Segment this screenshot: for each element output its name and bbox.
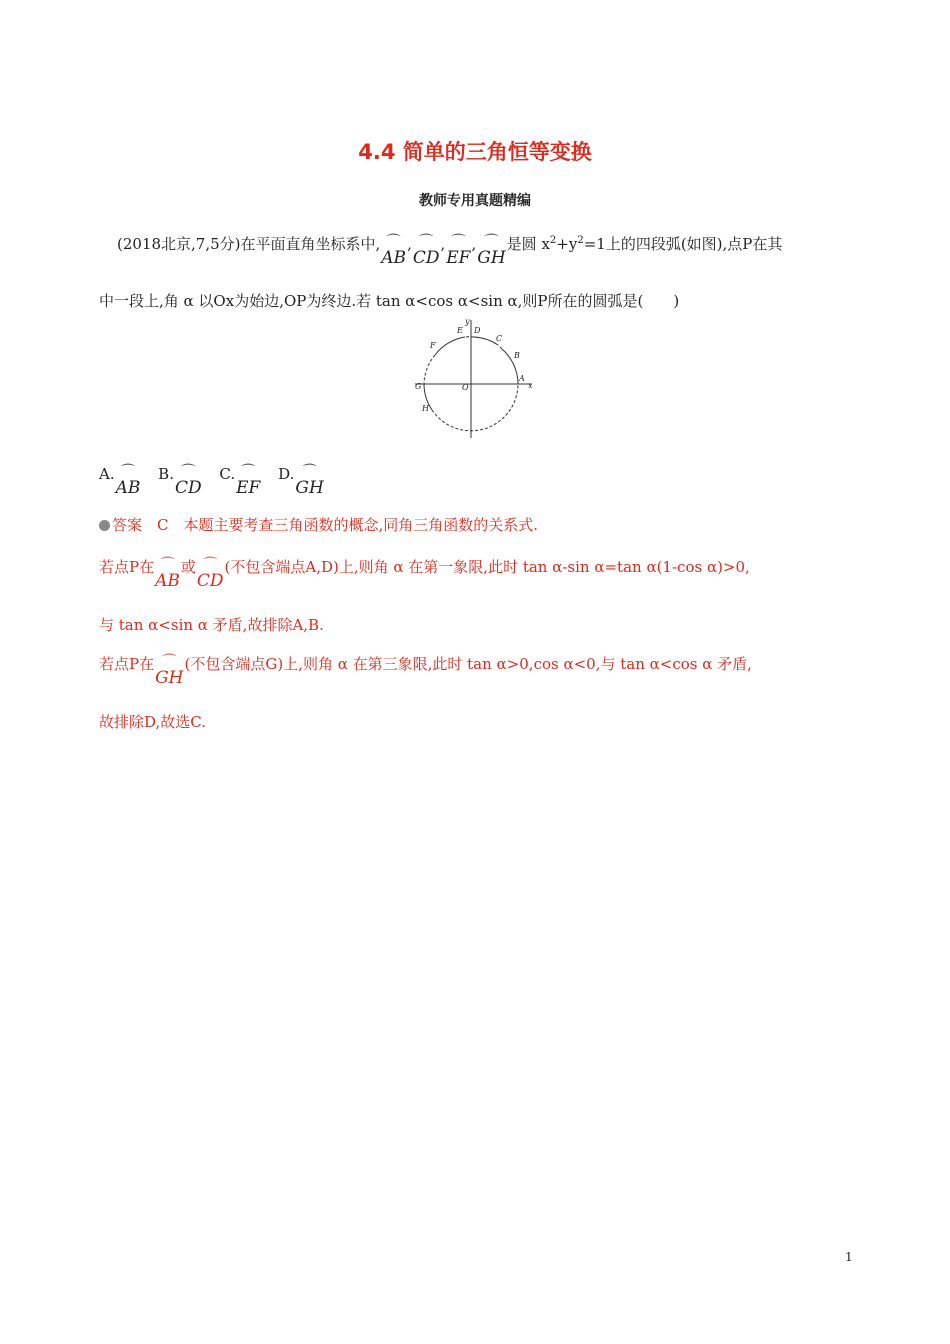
option-a[interactable]: A.⌒ AB [99, 465, 141, 498]
label-c: C [496, 334, 503, 343]
answer-para-3: 若点P在⌒ GH(不包含端点G)上,则角 α 在第三象限,此时 tan α>0,cos α<0,与 tan α<cos α 矛盾, [99, 653, 752, 688]
label-a: A [519, 374, 525, 383]
label-g: G [415, 382, 422, 391]
arc-gh: ⌒ GH [155, 658, 183, 688]
answer-para-4: 故排除D,故选C. [99, 713, 206, 731]
option-b[interactable]: B.⌒ CD [158, 465, 202, 498]
answer-head: 答案 C 本题主要考查三角函数的概念,同角三角函数的关系式. [99, 514, 538, 535]
arc-cd: ⌒ CD [413, 238, 440, 268]
arc-ab: ⌒ AB [155, 561, 180, 591]
label-f: F [430, 341, 436, 350]
label-o: O [462, 383, 469, 392]
answer-icon [99, 520, 110, 531]
label-y: y [465, 317, 470, 326]
page-title: 4.4 简单的三角恒等变换 [358, 140, 592, 164]
question-line-1: (2018北京,7,5分)在平面直角坐标系中,⌒ AB,⌒ CD,⌒ EF,⌒ GH是圆 $x^2+y^2=1$上的四段弧(如图),点P在其 [117, 233, 782, 268]
unit-circle-figure [410, 315, 540, 440]
answer-para-1: 若点P在⌒ AB或⌒ CD(不包含端点A,D)上,则角 α 在第一象限,此时 tan α-sin α=tan α(1-cos α)>0, [99, 556, 750, 591]
label-d: D [474, 326, 481, 335]
arc-ef: ⌒ EF [446, 238, 470, 268]
option-c[interactable]: C.⌒ EF [219, 465, 261, 498]
label-x: x [528, 381, 533, 390]
answer-para-2: 与 tan α<sin α 矛盾,故排除A,B. [99, 616, 324, 634]
page-number: 1 [845, 1250, 853, 1264]
option-d[interactable]: D.⌒ GH [278, 465, 325, 498]
section-subtitle: 教师专用真题精编 [419, 193, 531, 209]
options-row [99, 465, 337, 498]
arc-cd: ⌒ CD [197, 561, 224, 591]
question-line-2: 中一段上,角 α 以Ox为始边,OP为终边.若 tan α<cos α<sin α,则P所在的圆弧是( ) [99, 292, 680, 310]
label-e: E [457, 326, 463, 335]
label-h: H [422, 404, 429, 413]
label-b: B [514, 351, 520, 360]
arc-ab: ⌒ AB [381, 238, 406, 268]
arc-gh: ⌒ GH [477, 238, 505, 268]
